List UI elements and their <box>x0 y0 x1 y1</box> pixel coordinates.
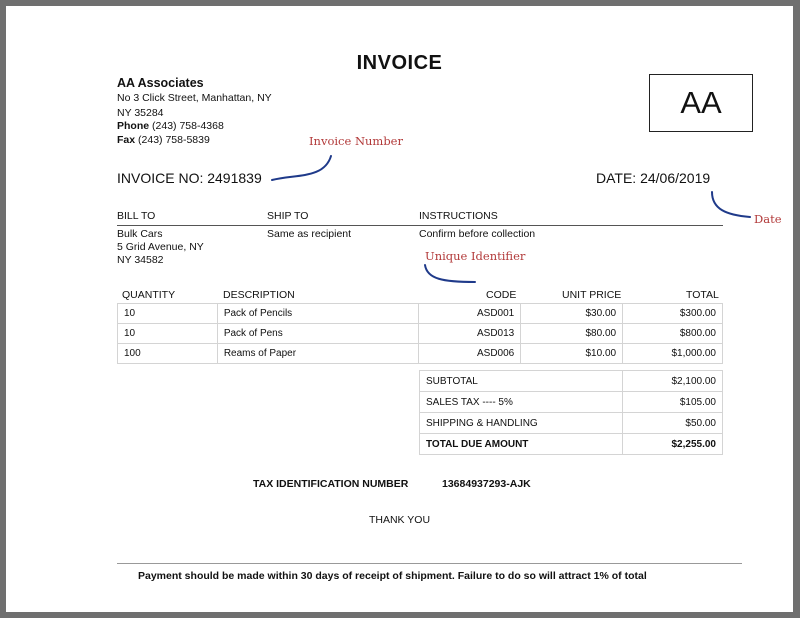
tax-id-value: 13684937293-AJK <box>442 478 531 490</box>
invoice-number: INVOICE NO: 2491839 <box>117 170 262 186</box>
totals-row-total-due <box>420 434 723 455</box>
cell-total: $1,000.00 <box>623 344 723 364</box>
cell-total: $800.00 <box>623 324 723 344</box>
phone-label: Phone <box>117 120 150 132</box>
annotation-date: Date <box>754 212 782 226</box>
instructions-header: INSTRUCTIONS <box>419 210 498 222</box>
header-code: CODE <box>486 289 517 301</box>
company-phone <box>117 120 224 132</box>
header-unit-price: UNIT PRICE <box>562 289 622 301</box>
cell-quantity: 100 <box>118 344 218 364</box>
subtotal-value: $2,100.00 <box>623 371 723 392</box>
totals-row-sales-tax <box>420 392 723 413</box>
cell-description: Reams of Paper <box>217 344 419 364</box>
invoice-date: DATE: 24/06/2019 <box>596 170 711 186</box>
unique-identifier-pointer <box>425 265 475 282</box>
totals-row-shipping <box>420 413 723 434</box>
parties-divider <box>117 225 723 226</box>
instructions-value: Confirm before collection <box>419 228 536 240</box>
footer-divider <box>117 563 742 564</box>
ship-to-value: Same as recipient <box>267 228 352 240</box>
invoice-number-pointer <box>272 156 331 180</box>
annotation-invoice-number: Invoice Number <box>309 134 403 148</box>
totals-table <box>419 370 723 455</box>
table-row <box>118 324 723 344</box>
sales-tax-label: SALES TAX ---- 5% <box>420 392 623 413</box>
shipping-value: $50.00 <box>623 413 723 434</box>
table-row <box>118 304 723 324</box>
cell-unit-price: $30.00 <box>521 304 623 324</box>
tax-id-label: TAX IDENTIFICATION NUMBER <box>253 478 409 490</box>
company-fax <box>117 134 210 146</box>
cell-unit-price: $10.00 <box>521 344 623 364</box>
header-total: TOTAL <box>686 289 719 301</box>
thank-you-text: THANK YOU <box>368 514 431 526</box>
bill-to-line-3: NY 34582 <box>117 254 164 266</box>
date-pointer <box>712 192 750 217</box>
sales-tax-value: $105.00 <box>623 392 723 413</box>
fax-value: (243) 758-5839 <box>138 134 210 146</box>
company-address-line2: NY 35284 <box>117 107 164 119</box>
bill-to-line-1: Bulk Cars <box>117 228 163 240</box>
shipping-label: SHIPPING & HANDLING <box>420 413 623 434</box>
invoice-page <box>6 6 793 612</box>
table-row <box>118 344 723 364</box>
items-table <box>117 303 723 364</box>
cell-quantity: 10 <box>118 304 218 324</box>
bill-to-line-2: 5 Grid Avenue, NY <box>117 241 204 253</box>
cell-code: ASD013 <box>419 324 521 344</box>
document-title: INVOICE <box>356 52 443 74</box>
logo-text: AA <box>680 85 722 120</box>
header-quantity: QUANTITY <box>122 289 176 301</box>
cell-total: $300.00 <box>623 304 723 324</box>
cell-quantity: 10 <box>118 324 218 344</box>
total-due-value: $2,255.00 <box>623 434 723 455</box>
company-name: AA Associates <box>117 76 204 90</box>
total-due-label: TOTAL DUE AMOUNT <box>420 434 623 455</box>
cell-description: Pack of Pencils <box>217 304 419 324</box>
bill-to-header: BILL TO <box>117 210 156 222</box>
company-address-line1: No 3 Click Street, Manhattan, NY <box>117 92 272 104</box>
ship-to-header: SHIP TO <box>267 210 309 222</box>
totals-row-subtotal <box>420 371 723 392</box>
subtotal-label: SUBTOTAL <box>420 371 623 392</box>
cell-code: ASD006 <box>419 344 521 364</box>
cell-description: Pack of Pens <box>217 324 419 344</box>
fax-label: Fax <box>117 134 136 146</box>
cell-code: ASD001 <box>419 304 521 324</box>
annotation-unique-identifier: Unique Identifier <box>425 249 526 263</box>
cell-unit-price: $80.00 <box>521 324 623 344</box>
phone-value: (243) 758-4368 <box>152 120 224 132</box>
payment-note: Payment should be made within 30 days of receipt of shipment. Failure to do so will attract 1% of total <box>138 570 647 582</box>
header-description: DESCRIPTION <box>223 289 295 301</box>
company-logo <box>649 74 753 132</box>
